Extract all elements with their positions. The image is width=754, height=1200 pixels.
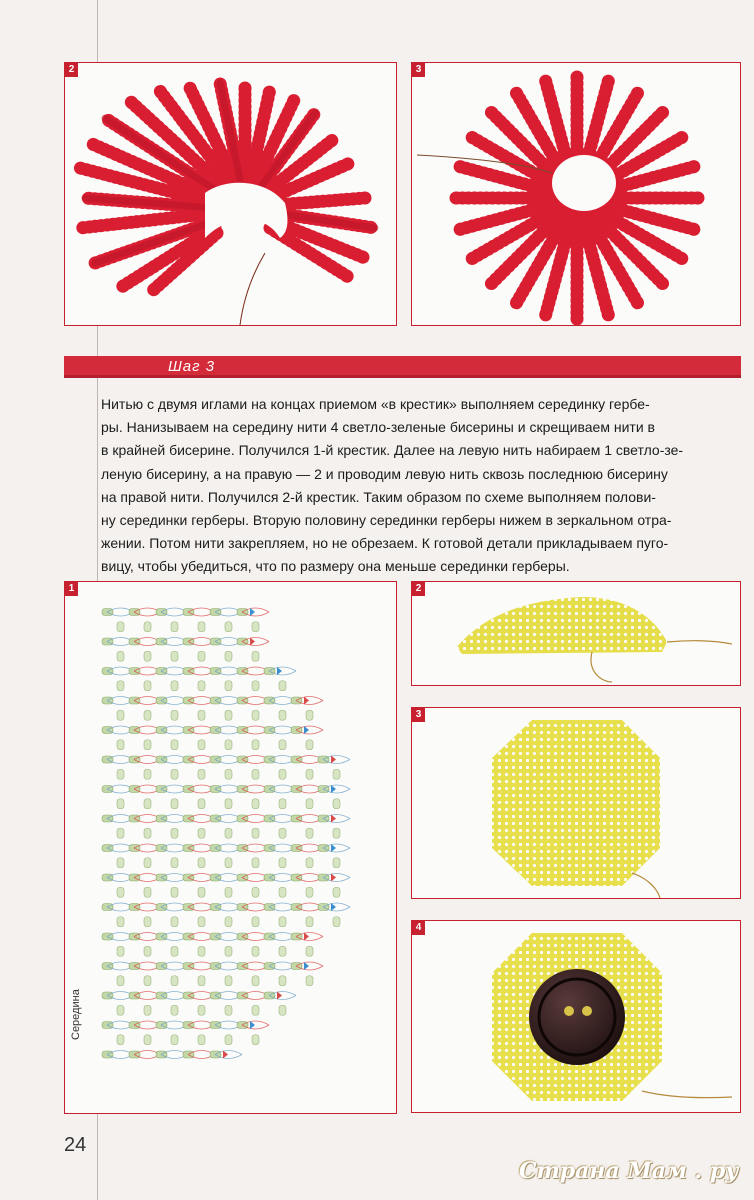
bead-mark xyxy=(225,858,232,868)
red-petals-half-image xyxy=(65,63,397,326)
bead-mark xyxy=(117,828,124,838)
bead-mark xyxy=(171,828,178,838)
bead-mark xyxy=(306,917,313,927)
bead-mark xyxy=(198,887,205,897)
bead-mark xyxy=(252,1005,259,1015)
arrow-marker xyxy=(331,756,336,764)
bead-mark xyxy=(252,799,259,809)
bead-mark xyxy=(144,917,151,927)
arrow-marker xyxy=(331,785,336,793)
bead-mark xyxy=(198,740,205,750)
bead-mark xyxy=(279,887,286,897)
bead-mark xyxy=(144,887,151,897)
bead-mark xyxy=(225,917,232,927)
bead-mark xyxy=(306,887,313,897)
bead-mark xyxy=(306,710,313,720)
bead-mark xyxy=(252,710,259,720)
bead-mark xyxy=(252,1035,259,1045)
bead-mark xyxy=(306,976,313,986)
photo-number-badge: 2 xyxy=(412,582,425,596)
bead-mark xyxy=(279,976,286,986)
bead-mark xyxy=(198,769,205,779)
bead-mark xyxy=(306,769,313,779)
bead-mark xyxy=(252,858,259,868)
bead-mark xyxy=(144,740,151,750)
bead-mark xyxy=(279,828,286,838)
photo-number-badge: 2 xyxy=(65,63,78,77)
arrow-marker xyxy=(304,962,309,970)
bead-mark xyxy=(333,858,340,868)
bead-mark xyxy=(225,622,232,632)
bead-mark xyxy=(171,651,178,661)
bead-mark xyxy=(117,651,124,661)
bead-mark xyxy=(198,622,205,632)
bead-mark xyxy=(171,710,178,720)
bead-mark xyxy=(279,681,286,691)
bead-mark xyxy=(252,887,259,897)
bead-mark xyxy=(198,917,205,927)
photo-center-half xyxy=(411,581,741,686)
bead-mark xyxy=(171,681,178,691)
bead-mark xyxy=(144,799,151,809)
bead-mark xyxy=(225,681,232,691)
bead-mark xyxy=(144,828,151,838)
step-header-bar xyxy=(64,356,741,378)
bead-mark xyxy=(252,769,259,779)
bead-mark xyxy=(306,799,313,809)
bead-mark xyxy=(225,651,232,661)
bead-mark xyxy=(333,887,340,897)
bead-mark xyxy=(198,1005,205,1015)
bead-mark xyxy=(171,740,178,750)
disc-with-button-image xyxy=(412,921,741,1113)
arrow-marker xyxy=(331,815,336,823)
photo-number-badge: 3 xyxy=(412,63,425,77)
arrow-marker xyxy=(250,608,255,616)
text-line: Нитью с двумя иглами на концах приемом «в крестик» выполняем серединку гербе- xyxy=(101,396,650,412)
bead-mark xyxy=(279,858,286,868)
bead-mark xyxy=(171,1035,178,1045)
bead-mark xyxy=(117,976,124,986)
bead-mark xyxy=(117,1035,124,1045)
red-petals-ring-image xyxy=(412,63,741,326)
arrow-marker xyxy=(331,903,336,911)
bead-mark xyxy=(333,799,340,809)
bead-mark xyxy=(117,1005,124,1015)
bead-mark xyxy=(279,1005,286,1015)
bead-mark xyxy=(333,917,340,927)
bead-mark xyxy=(171,858,178,868)
bead-mark xyxy=(198,651,205,661)
bead-mark xyxy=(225,740,232,750)
bead-mark xyxy=(225,710,232,720)
bead-mark xyxy=(171,769,178,779)
bead-mark xyxy=(144,946,151,956)
bead-mark xyxy=(171,887,178,897)
bead-mark xyxy=(279,710,286,720)
bead-mark xyxy=(279,917,286,927)
page-number: 24 xyxy=(64,1134,87,1156)
bead-mark xyxy=(144,681,151,691)
bead-mark xyxy=(333,769,340,779)
bead-scheme-diagram xyxy=(64,581,397,1114)
bead-mark xyxy=(198,946,205,956)
bead-mark xyxy=(252,946,259,956)
bead-mark xyxy=(117,917,124,927)
bead-mark xyxy=(252,681,259,691)
bead-mark xyxy=(225,946,232,956)
bead-mark xyxy=(279,769,286,779)
bead-mark xyxy=(171,1005,178,1015)
bead-mark xyxy=(171,917,178,927)
arrow-marker xyxy=(304,933,309,941)
bead-mark xyxy=(117,622,124,632)
bead-mark xyxy=(252,651,259,661)
bead-mark xyxy=(225,799,232,809)
photo-petals-half xyxy=(64,62,397,326)
bead-mark xyxy=(225,1005,232,1015)
bead-mark xyxy=(144,1035,151,1045)
middle-label: Середина xyxy=(70,989,82,1040)
bead-mark xyxy=(333,828,340,838)
text-line: на правой нити. Получился 2-й крестик. Таким образом по схеме выполняем полови- xyxy=(101,488,656,505)
bead-mark xyxy=(144,622,151,632)
bead-scheme-image xyxy=(65,582,397,1114)
bead-mark xyxy=(225,1035,232,1045)
instruction-text xyxy=(101,393,741,579)
bead-mark xyxy=(252,740,259,750)
bead-mark xyxy=(198,976,205,986)
arrow-marker xyxy=(250,638,255,646)
text-line: ры. Нанизываем на середину нити 4 светло-зеленые бисерины и скрещиваем нити в xyxy=(101,419,655,436)
bead-mark xyxy=(198,710,205,720)
text-line: ну серединки герберы. Вторую половину серединки герберы нижем в зеркальном отра- xyxy=(101,512,672,529)
yellow-half-disc-image xyxy=(412,582,741,686)
bead-mark xyxy=(117,887,124,897)
bead-mark xyxy=(225,887,232,897)
bead-mark xyxy=(279,946,286,956)
step-title: Шаг 3 xyxy=(168,358,216,375)
bead-mark xyxy=(144,858,151,868)
site-watermark: Страна Мам . ру xyxy=(519,1158,739,1184)
bead-mark xyxy=(279,740,286,750)
bead-mark xyxy=(252,917,259,927)
yellow-disc-image xyxy=(412,708,741,899)
bead-mark xyxy=(252,622,259,632)
bead-mark xyxy=(117,946,124,956)
bead-mark xyxy=(171,976,178,986)
bead-mark xyxy=(306,828,313,838)
bead-mark xyxy=(171,622,178,632)
bead-mark xyxy=(306,946,313,956)
bead-mark xyxy=(252,976,259,986)
arrow-marker xyxy=(304,726,309,734)
bead-mark xyxy=(144,769,151,779)
arrow-marker xyxy=(250,1021,255,1029)
arrow-marker xyxy=(304,697,309,705)
photo-center-with-button xyxy=(411,920,741,1113)
bead-mark xyxy=(198,799,205,809)
photo-number-badge: 3 xyxy=(412,708,425,722)
text-line: в крайней бисерине. Получился 1-й крестик. Далее на левую нить набираем 1 светло-зе- xyxy=(101,442,684,459)
bead-mark xyxy=(171,799,178,809)
bead-mark xyxy=(225,976,232,986)
bead-mark xyxy=(117,710,124,720)
arrow-marker xyxy=(277,667,282,675)
bead-mark xyxy=(306,858,313,868)
text-line: вицу, чтобы убедиться, что по размеру она меньше серединки герберы. xyxy=(101,558,570,575)
arrow-marker xyxy=(331,874,336,882)
bead-mark xyxy=(144,651,151,661)
bead-mark xyxy=(117,858,124,868)
arrow-marker xyxy=(331,844,336,852)
bead-mark xyxy=(117,769,124,779)
bead-mark xyxy=(117,681,124,691)
bead-mark xyxy=(198,1035,205,1045)
photo-center-disc xyxy=(411,707,741,899)
photo-number-badge: 1 xyxy=(65,582,78,596)
photo-number-badge: 4 xyxy=(412,921,425,935)
bead-mark xyxy=(171,946,178,956)
bead-mark xyxy=(198,828,205,838)
text-line: жении. Потом нити закрепляем, но не обрезаем. К готовой детали прикладываем пуго- xyxy=(101,535,669,552)
bead-mark xyxy=(279,799,286,809)
bead-mark xyxy=(144,976,151,986)
arrow-marker xyxy=(223,1051,228,1059)
bead-mark xyxy=(306,740,313,750)
text-line: леную бисерину, а на правую — 2 и проводим левую нить сквозь последнюю бисерину xyxy=(101,465,668,482)
bead-mark xyxy=(117,740,124,750)
bead-mark xyxy=(117,799,124,809)
arrow-marker xyxy=(277,992,282,1000)
bead-mark xyxy=(225,828,232,838)
bead-mark xyxy=(198,858,205,868)
bead-mark xyxy=(225,769,232,779)
bead-mark xyxy=(252,828,259,838)
bead-mark xyxy=(144,710,151,720)
photo-petals-ring xyxy=(411,62,741,326)
bead-mark xyxy=(198,681,205,691)
bead-mark xyxy=(144,1005,151,1015)
